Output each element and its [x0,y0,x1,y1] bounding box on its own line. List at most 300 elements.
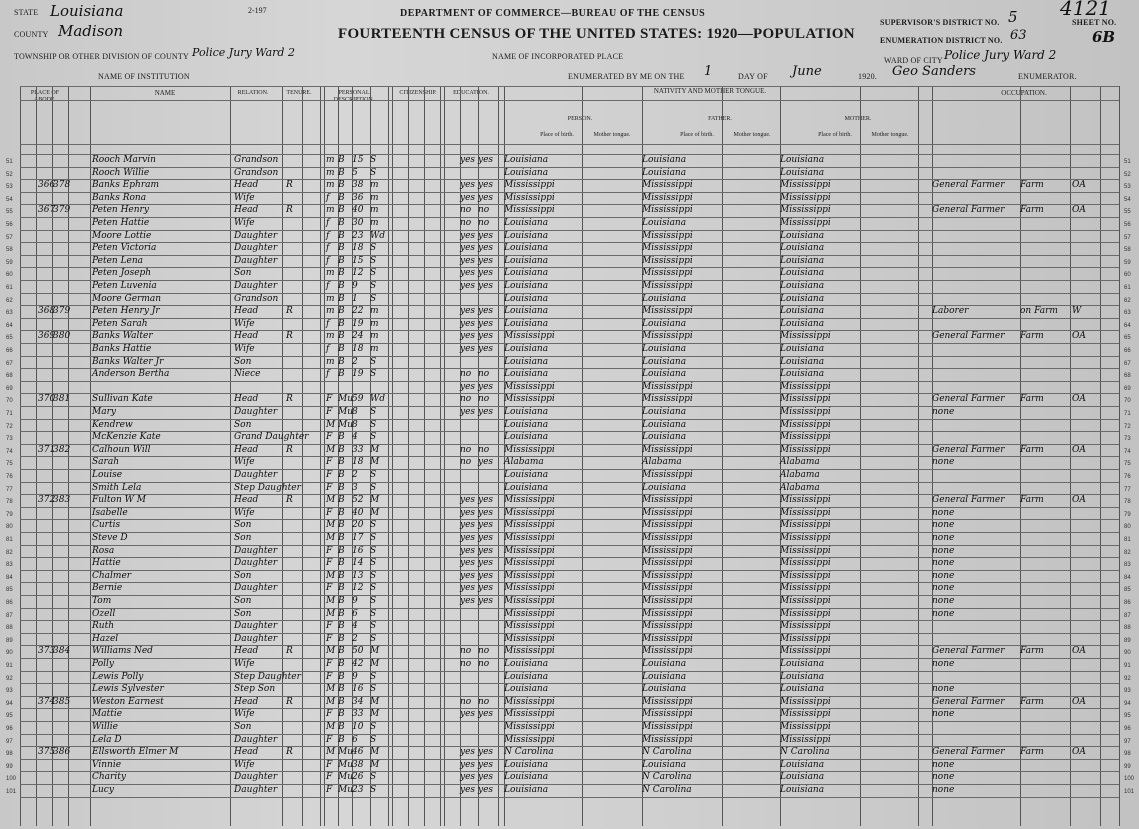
cell-race: Mu [338,747,354,758]
cell-birth: Louisiana [504,155,549,165]
table-row [6,293,1131,305]
enumerator-label: ENUMERATOR. [1018,72,1077,81]
cell-race: B [338,621,345,632]
cell-fbirth: Louisiana [642,155,687,165]
cell-ms: M [370,495,380,506]
cell-birth: Mississippi [504,608,555,619]
cell-relation: Daughter [234,633,278,644]
cell-sex: f [326,369,330,380]
cell-mbirth: Mississippi [780,507,831,518]
cell-read: yes [460,255,476,266]
cell-write: yes [478,457,494,468]
cell-age: 40 [352,205,364,216]
cell-name: Ozell [92,608,116,619]
line-number: 95 [6,713,13,720]
cell-age: 19 [352,318,364,329]
col-head-person-tongue: Mother tongue. [593,132,631,138]
cell-write: no [478,205,490,216]
cell-mbirth: Louisiana [780,268,825,279]
cell-ms: S [370,407,377,417]
cell-race: B [338,318,345,329]
cell-occ: none [932,533,955,543]
line-number-right: 83 [1124,562,1131,569]
cell-mbirth: Mississippi [780,583,831,594]
state-value: Louisiana [50,2,124,20]
cell-name: Weston Earnest [92,696,164,707]
table-row [6,255,1131,267]
cell-mbirth: Mississippi [780,520,831,531]
table-row [6,532,1131,544]
cell-fbirth: N Carolina [642,785,692,795]
line-number-right: 97 [1124,738,1131,745]
cell-fbirth: Mississippi [642,268,693,279]
cell-read: yes [460,507,476,518]
cell-birth: Mississippi [504,621,555,632]
cell-age: 16 [352,684,364,695]
cell-birth: Louisiana [504,759,549,770]
line-number: 71 [6,411,13,417]
cell-birth: Louisiana [504,419,549,430]
line-number: 101 [6,789,17,795]
cell-sex: M [326,684,336,695]
cell-occ: none [932,583,955,594]
cell-birth: Mississippi [504,381,555,392]
table-row [6,557,1131,569]
cell-age: 2 [352,356,358,367]
cell-occ: General Farmer [932,394,1005,405]
line-number-right: 54 [1124,196,1131,203]
cell-read: yes [460,772,476,783]
enumerated-month: June [792,64,822,79]
line-number-right: 65 [1124,335,1131,342]
cell-occ: General Farmer [932,444,1005,455]
county-value: Madison [58,22,124,40]
table-row [6,444,1131,456]
cell-sex: m [326,268,335,279]
line-number-right: 92 [1124,675,1131,682]
cell-relation: Grandson [234,293,279,304]
cell-fam: 382 [53,444,71,455]
cell-mbirth: Mississippi [780,709,831,720]
cell-race: B [338,633,345,644]
cell-race: B [338,570,345,581]
cell-mbirth: Mississippi [780,608,831,619]
line-number: 85 [6,587,13,594]
institution-label: NAME OF INSTITUTION [98,72,190,81]
cell-race: B [338,205,345,216]
cell-mbirth: Louisiana [780,659,825,669]
cell-ms: m [370,344,379,354]
cell-relation: Daughter [234,785,278,795]
cell-race: B [338,709,345,720]
cell-fam: 383 [53,495,71,506]
page-title: FOURTEENTH CENSUS OF THE UNITED STATES: 1920—POPULATION [338,26,855,42]
cell-age: 15 [352,155,364,165]
cell-ms: S [370,167,377,178]
table-row [6,784,1135,796]
cell-ind: Farm [1020,495,1044,506]
enumeration-district-value: 63 [1010,28,1027,43]
cell-birth: Mississippi [504,444,555,455]
cell-name: Lucy [92,785,114,795]
cell-write: yes [478,255,494,266]
cell-mbirth: Alabama [780,470,820,480]
cell-mbirth: Louisiana [780,281,825,291]
col-head-mother: MOTHER. [844,116,872,122]
cell-ms: S [370,293,377,304]
cell-race: B [338,533,345,543]
cell-race: B [338,344,345,354]
cell-write: yes [478,268,494,279]
cell-write: yes [478,583,494,594]
cell-fbirth: Mississippi [642,520,693,531]
cell-fbirth: Mississippi [642,633,693,644]
cell-ind: Farm [1020,331,1044,342]
cell-name: Banks Ephram [92,180,160,191]
cell-occ: none [932,507,955,518]
cell-mbirth: Mississippi [780,331,831,342]
cell-read: yes [460,268,476,279]
cell-age: 59 [352,394,364,405]
cell-sex: F [326,482,333,493]
line-number-right: 94 [1124,700,1131,707]
cell-birth: N Carolina [504,747,554,758]
cell-ms: M [370,747,380,758]
cell-tenure: R [286,394,293,405]
cell-relation: Son [234,419,252,430]
cell-occ: General Farmer [932,180,1005,191]
cell-relation: Son [234,356,252,367]
cell-relation: Wife [234,759,255,770]
cell-name: Fulton W M [92,495,146,506]
township-label: TOWNSHIP OR OTHER DIVISION OF COUNTY [14,52,189,61]
ward-value: Police Jury Ward 2 [944,48,1057,62]
line-number: 70 [6,398,13,405]
cell-read: yes [460,192,476,203]
table-row [6,734,1131,746]
line-number-right: 60 [1124,272,1131,279]
enumerator-name: Geo Sanders [892,64,976,79]
cell-birth: Louisiana [504,344,549,354]
table-row [6,368,1131,380]
col-head-person: PERSON. [567,116,593,122]
cell-fbirth: Louisiana [642,407,687,417]
table-row [6,431,1131,443]
cell-race: B [338,432,345,443]
col-head-personal: PERSONAL DESCRIPTION. [333,90,375,103]
line-number-right: 86 [1124,600,1131,606]
cell-write: no [478,659,490,669]
day-of-label: DAY OF [738,72,768,81]
cell-name: Banks Walter Jr [92,356,164,367]
cell-mbirth: Louisiana [780,671,825,682]
cell-relation: Daughter [234,583,278,594]
cell-occ: none [932,759,955,770]
line-number: 93 [6,688,13,695]
cell-race: B [338,167,345,178]
grid-hline [20,86,1119,87]
cell-fbirth: Alabama [642,457,682,468]
cell-tenure: R [286,646,293,657]
line-number-right: 96 [1124,726,1131,732]
cell-mbirth: Mississippi [780,192,831,203]
cell-birth: Mississippi [504,331,555,342]
table-row [6,318,1131,330]
cell-ind: Farm [1020,444,1044,455]
cell-occ: none [932,684,955,695]
cell-ms: m [370,192,379,203]
cell-name: Peten Lena [92,255,144,266]
cell-write: yes [478,407,494,417]
cell-relation: Wife [234,507,255,518]
line-number-right: 70 [1124,398,1131,405]
table-row [6,570,1131,582]
cell-name: Lewis Polly [92,671,144,682]
cell-write: yes [478,281,494,291]
line-number: 75 [6,461,13,468]
cell-sex: F [326,671,333,682]
cell-read: yes [460,407,476,417]
table-row [6,696,1131,708]
table-row [6,771,1135,783]
cell-mbirth: Alabama [780,482,820,493]
cell-ms: m [370,331,379,342]
cell-fbirth: N Carolina [642,747,692,758]
cell-relation: Step Daughter [234,482,301,493]
enumerated-day: 1 [704,64,713,79]
cell-race: B [338,369,345,380]
cell-age: 9 [352,281,358,291]
cell-sex: M [326,419,336,430]
cell-fam: 379 [53,306,71,317]
cell-age: 50 [352,646,364,657]
cell-tenure: R [286,180,293,191]
line-number-right: 78 [1124,499,1131,506]
line-number-right: 53 [1124,184,1131,191]
cell-ind: Farm [1020,646,1044,657]
col-head-mother-birthplace: Place of birth. [818,132,852,138]
cell-relation: Daughter [234,470,278,480]
cell-fam: 381 [53,394,71,405]
table-row [6,482,1131,494]
cell-sex: F [326,785,333,795]
line-number-right: 51 [1124,159,1131,165]
cell-age: 23 [352,230,364,241]
year-label: 1920. [858,72,877,81]
cell-birth: Mississippi [504,558,555,569]
cell-name: Polly [92,659,114,669]
cell-fbirth: Louisiana [642,759,687,770]
cell-age: 8 [352,407,358,417]
cell-occ: General Farmer [932,331,1005,342]
line-number: 90 [6,650,13,657]
cell-read: yes [460,318,476,329]
cell-name: Smith Lela [92,482,142,493]
cell-race: B [338,470,345,480]
cell-name: Banks Walter [92,331,153,342]
cell-age: 14 [352,558,364,569]
cell-race: B [338,331,345,342]
cell-fbirth: Mississippi [642,470,693,480]
cell-mbirth: Mississippi [780,381,831,392]
cell-read: yes [460,243,476,254]
line-number-right: 69 [1124,385,1131,392]
line-number: 65 [6,335,13,342]
cell-occ: none [932,520,955,531]
line-number: 58 [6,247,13,254]
cell-occ: none [932,558,955,569]
line-number-right: 95 [1124,713,1131,720]
cell-cls: OA [1072,180,1086,191]
cell-fam: 386 [53,747,71,758]
line-number-right: 74 [1124,448,1131,455]
cell-name: Curtis [92,520,121,531]
cell-mbirth: Alabama [780,457,820,468]
cell-write: no [478,218,490,228]
cell-cls: OA [1072,696,1086,707]
cell-sex: f [326,230,330,241]
cell-fbirth: Mississippi [642,696,693,707]
table-row [6,179,1131,191]
line-number: 98 [6,751,13,758]
line-number-right: 84 [1124,574,1131,581]
cell-birth: Mississippi [504,507,555,518]
cell-tenure: R [286,495,293,506]
line-number: 53 [6,184,13,191]
cell-sex: F [326,709,333,720]
cell-mbirth: Mississippi [780,596,831,606]
cell-sex: M [326,520,336,531]
cell-birth: Mississippi [504,545,555,556]
cell-fbirth: Mississippi [642,646,693,657]
table-row [6,582,1131,594]
cell-age: 12 [352,583,364,594]
line-number: 73 [6,436,13,443]
cell-mbirth: Mississippi [780,495,831,506]
cell-mbirth: Louisiana [780,243,825,254]
cell-ms: Wd [370,230,386,241]
cell-read: yes [460,545,476,556]
cell-mbirth: Louisiana [780,155,825,165]
line-number-right: 98 [1124,751,1131,758]
cell-birth: Louisiana [504,785,549,795]
cell-fbirth: Mississippi [642,394,693,405]
cell-relation: Wife [234,457,255,468]
table-row [6,545,1131,557]
line-number-right: 81 [1124,537,1131,543]
cell-name: Peten Henry [92,205,149,216]
cell-race: Mu [338,394,354,405]
cell-ms: M [370,457,380,468]
cell-fbirth: Mississippi [642,243,693,254]
cell-sex: f [326,281,330,291]
cell-fbirth: Louisiana [642,659,687,669]
line-number: 86 [6,600,13,606]
cell-race: B [338,155,345,165]
cell-age: 13 [352,570,364,581]
cell-fbirth: Louisiana [642,167,687,178]
cell-read: no [460,444,472,455]
cell-ms: S [370,583,377,594]
cell-age: 36 [352,192,364,203]
cell-ms: M [370,646,380,657]
line-number: 51 [6,159,13,165]
cell-write: no [478,444,490,455]
cell-write: yes [478,306,494,317]
line-number-right: 56 [1124,222,1131,228]
cell-birth: Mississippi [504,570,555,581]
cell-write: yes [478,331,494,342]
cell-name: Chalmer [92,570,132,581]
cell-read: yes [460,709,476,720]
cell-read: no [460,457,472,468]
cell-race: B [338,192,345,203]
cell-sex: f [326,192,330,203]
cell-write: yes [478,596,494,606]
cell-sex: M [326,444,336,455]
cell-race: B [338,520,345,531]
line-number-right: 73 [1124,436,1131,443]
cell-ms: S [370,596,377,606]
table-row [6,507,1131,519]
cell-fbirth: Mississippi [642,734,693,745]
line-number: 72 [6,423,13,430]
cell-relation: Wife [234,192,255,203]
col-head-citizenship: CITIZENSHIP. [399,90,437,96]
cell-birth: Mississippi [504,734,555,745]
cell-sex: m [326,155,335,165]
cell-mbirth: Louisiana [780,772,825,783]
cell-cls: OA [1072,495,1086,506]
cell-sex: m [326,205,335,216]
line-number-right: 63 [1124,310,1131,317]
cell-fbirth: Mississippi [642,621,693,632]
cell-age: 4 [352,621,358,632]
line-number: 55 [6,209,13,216]
cell-birth: Louisiana [504,281,549,291]
cell-fbirth: Mississippi [642,709,693,720]
cell-sex: m [326,180,335,191]
cell-ms: S [370,255,377,266]
cell-race: B [338,696,345,707]
cell-write: no [478,696,490,707]
col-head-mother-tongue: Mother tongue. [871,132,909,138]
cell-birth: Mississippi [504,180,555,191]
cell-name: Calhoun Will [92,444,151,455]
cell-race: B [338,230,345,241]
cell-fbirth: Mississippi [642,558,693,569]
cell-fam: 384 [53,646,71,657]
table-row [6,305,1131,317]
line-number-right: 88 [1124,625,1131,632]
cell-ms: S [370,155,377,165]
cell-race: Mu [338,772,354,783]
cell-write: yes [478,759,494,770]
cell-fbirth: Mississippi [642,608,693,619]
cell-dwell: 373 [38,646,56,657]
cell-fbirth: Louisiana [642,432,687,443]
table-row [6,343,1131,355]
cell-race: B [338,281,345,291]
cell-age: 18 [352,344,364,354]
cell-mbirth: Mississippi [780,646,831,657]
cell-relation: Daughter [234,772,278,783]
cell-sex: f [326,243,330,254]
cell-sex: F [326,583,333,594]
cell-sex: M [326,646,336,657]
cell-name: Hazel [92,633,119,644]
line-number-right: 90 [1124,650,1131,657]
